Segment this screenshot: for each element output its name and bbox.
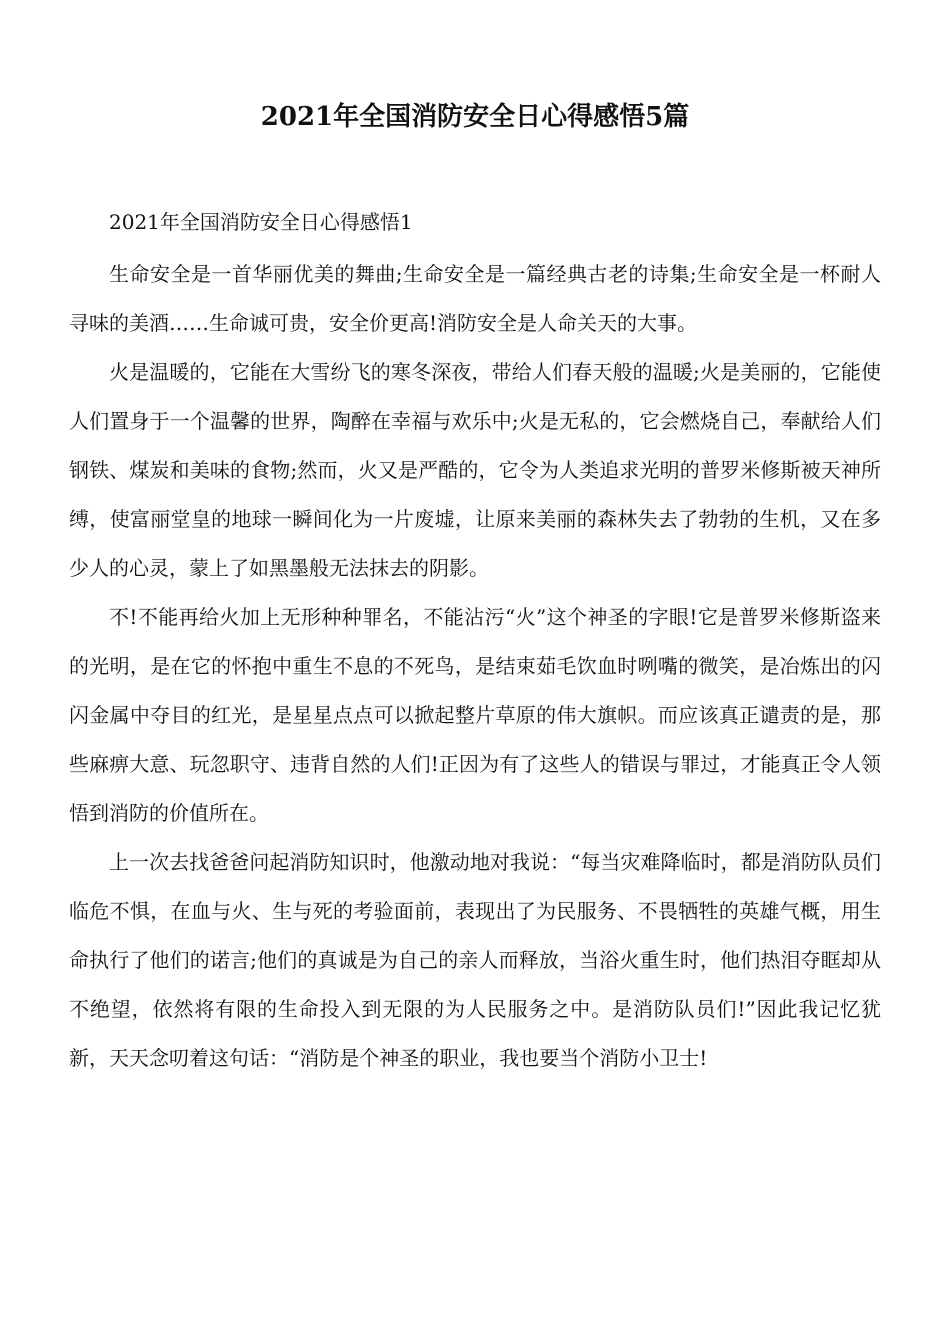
document-body [69, 206, 881, 1091]
paragraph-3: 不!不能再给火加上无形种种罪名，不能沾污“火”这个神圣的字眼!它是普罗米修斯盗来的光明，是在它的怀抱中重生不息的不死鸟，是结束茹毛饮血时咧嘴的微笑，是冶炼出的闪闪金属中夺目的红光，是星星点点可以掀起整片草原的伟大旗帜。而应该真正谴责的是，那些麻痹大意、玩忽职守、违背自然的人们!正因为有了这些人的错误与罪过，才能真正令人领悟到消防的价值所在。 [69, 605, 881, 825]
document-title: 2021年全国消防安全日心得感悟5篇 [260, 102, 690, 132]
paragraph-4: 上一次去找爸爸问起消防知识时，他激动地对我说：“每当灾难降临时，都是消防队员们临危不惧，在血与火、生与死的考验面前，表现出了为民服务、不畏牺牲的英雄气概，用生命执行了他们的诺言;他们的真诚是为自己的亲人而释放，当浴火重生时，他们热泪夺眶却从不绝望，依然将有限的生命投入到无限的为人民服务之中。是消防队员们!”因此我记忆犹新，天天念叨着这句话：“消防是个神圣的职业，我也要当个消防小卫士! [69, 850, 881, 1070]
paragraph-1: 生命安全是一首华丽优美的舞曲;生命安全是一篇经典古老的诗集;生命安全是一杯耐人寻味的美酒……生命诚可贵，安全价更高!消防安全是人命关天的大事。 [69, 262, 881, 335]
section-heading: 2021年全国消防安全日心得感悟1 [109, 210, 413, 234]
paragraph-2: 火是温暖的，它能在大雪纷飞的寒冬深夜，带给人们春天般的温暖;火是美丽的，它能使人们置身于一个温馨的世界，陶醉在幸福与欢乐中;火是无私的，它会燃烧自己，奉献给人们钢铁、煤炭和美味的食物;然而，火又是严酷的，它令为人类追求光明的普罗米修斯被天神所缚，使富丽堂皇的地球一瞬间化为一片废墟，让原来美丽的森林失去了勃勃的生机，又在多少人的心灵，蒙上了如黑墨般无法抹去的阴影。 [69, 360, 881, 580]
